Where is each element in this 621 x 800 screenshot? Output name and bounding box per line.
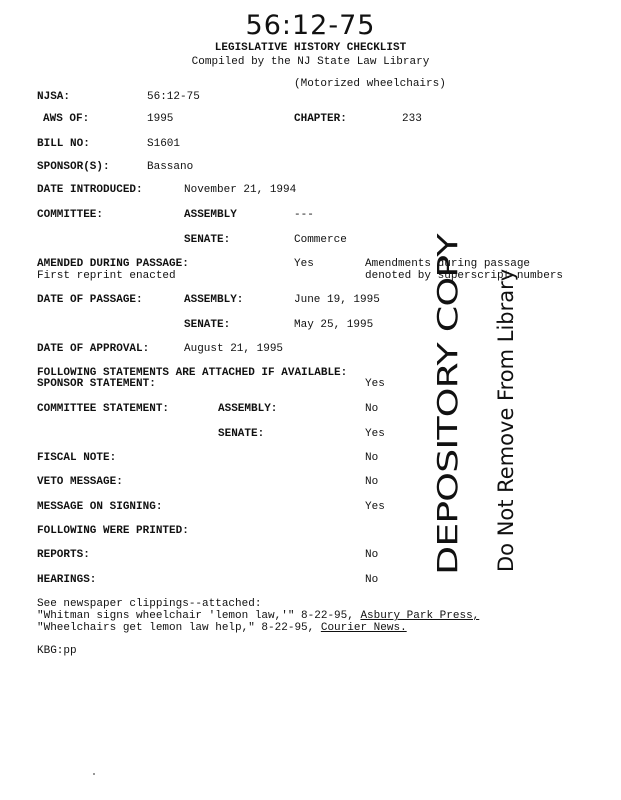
sponsor-statement-label: SPONSOR STATEMENT: xyxy=(37,378,156,390)
date-introduced-value: November 21, 1994 xyxy=(184,184,297,196)
statements-heading: FOLLOWING STATEMENTS ARE ATTACHED IF AVAILABLE: xyxy=(37,367,348,379)
fiscal-note-label: FISCAL NOTE: xyxy=(37,452,117,464)
passage-assembly-value: June 19, 1995 xyxy=(294,294,380,306)
amended-value: Yes xyxy=(294,258,314,270)
date-of-approval-label: DATE OF APPROVAL: xyxy=(37,343,150,355)
clipping-2 xyxy=(37,622,407,634)
clippings-intro: See newspaper clippings--attached: xyxy=(37,598,262,610)
depository-copy-stamp: DEPOSITORY COPY xyxy=(432,234,464,575)
date-of-approval-value: August 21, 1995 xyxy=(184,343,284,355)
date-of-passage-label: DATE OF PASSAGE: xyxy=(37,294,143,306)
veto-message-value: No xyxy=(365,476,379,488)
njsa-label: NJSA: xyxy=(37,91,71,103)
message-on-signing-label: MESSAGE ON SIGNING: xyxy=(37,501,163,513)
veto-message-label: VETO MESSAGE: xyxy=(37,476,123,488)
committee-statement-assembly-value: No xyxy=(365,403,379,415)
laws-of-label: AWS OF: xyxy=(43,113,90,125)
committee-statement-senate-value: Yes xyxy=(365,428,385,440)
amended-note-line1: Amendments during passage xyxy=(365,258,531,270)
bill-no-value: S1601 xyxy=(147,138,181,150)
passage-assembly-label: ASSEMBLY: xyxy=(184,294,244,306)
reports-value: No xyxy=(365,549,379,561)
committee-senate-label: SENATE: xyxy=(184,234,231,246)
date-introduced-label: DATE INTRODUCED: xyxy=(37,184,143,196)
sponsor-statement-value: Yes xyxy=(365,378,385,390)
committee-statement-assembly-label: ASSEMBLY: xyxy=(218,403,278,415)
scan-speck xyxy=(93,773,95,775)
do-not-remove-stamp: Do Not Remove From Library xyxy=(494,268,518,572)
clipping-1 xyxy=(37,610,479,622)
printed-heading: FOLLOWING WERE PRINTED: xyxy=(37,525,189,537)
bill-no-label: BILL NO: xyxy=(37,138,90,150)
laws-of-value: 1995 xyxy=(147,113,174,125)
page-title: LEGISLATIVE HISTORY CHECKLIST xyxy=(214,42,407,54)
sponsor-value: Bassano xyxy=(147,161,194,173)
chapter-label: CHAPTER: xyxy=(294,113,347,125)
njsa-value: 56:12-75 xyxy=(147,91,200,103)
subject-note: (Motorized wheelchairs) xyxy=(294,78,446,90)
clipping-1-text: "Whitman signs wheelchair 'lemon law,'" 8-22-95, xyxy=(37,610,361,622)
passage-senate-label: SENATE: xyxy=(184,319,231,331)
clipping-1-source: Asbury Park Press, xyxy=(360,610,480,622)
hearings-label: HEARINGS: xyxy=(37,574,97,586)
passage-senate-value: May 25, 1995 xyxy=(294,319,374,331)
committee-assembly-value: --- xyxy=(294,209,314,221)
sponsor-label: SPONSOR(S): xyxy=(37,161,110,173)
committee-statement-label: COMMITTEE STATEMENT: xyxy=(37,403,170,415)
hearings-value: No xyxy=(365,574,379,586)
fiscal-note-value: No xyxy=(365,452,379,464)
chapter-value: 233 xyxy=(402,113,422,125)
committee-assembly-label: ASSEMBLY xyxy=(184,209,237,221)
message-on-signing-value: Yes xyxy=(365,501,385,513)
committee-statement-senate-label: SENATE: xyxy=(218,428,265,440)
committee-senate-value: Commerce xyxy=(294,234,347,246)
page-subtitle: Compiled by the NJ State Law Library xyxy=(191,56,430,68)
first-reprint-note: First reprint enacted xyxy=(37,270,176,282)
amended-label: AMENDED DURING PASSAGE: xyxy=(37,258,189,270)
clipping-2-text: "Wheelchairs get lemon law help," 8-22-95, xyxy=(37,622,321,634)
amended-note-line2: denoted by superscript numbers xyxy=(365,270,564,282)
reports-label: REPORTS: xyxy=(37,549,90,561)
clipping-2-source: Courier News. xyxy=(320,622,407,634)
handwritten-statute-number: 56:12-75 xyxy=(245,10,376,41)
committee-label: COMMITTEE: xyxy=(37,209,104,221)
initials: KBG:pp xyxy=(37,645,77,657)
